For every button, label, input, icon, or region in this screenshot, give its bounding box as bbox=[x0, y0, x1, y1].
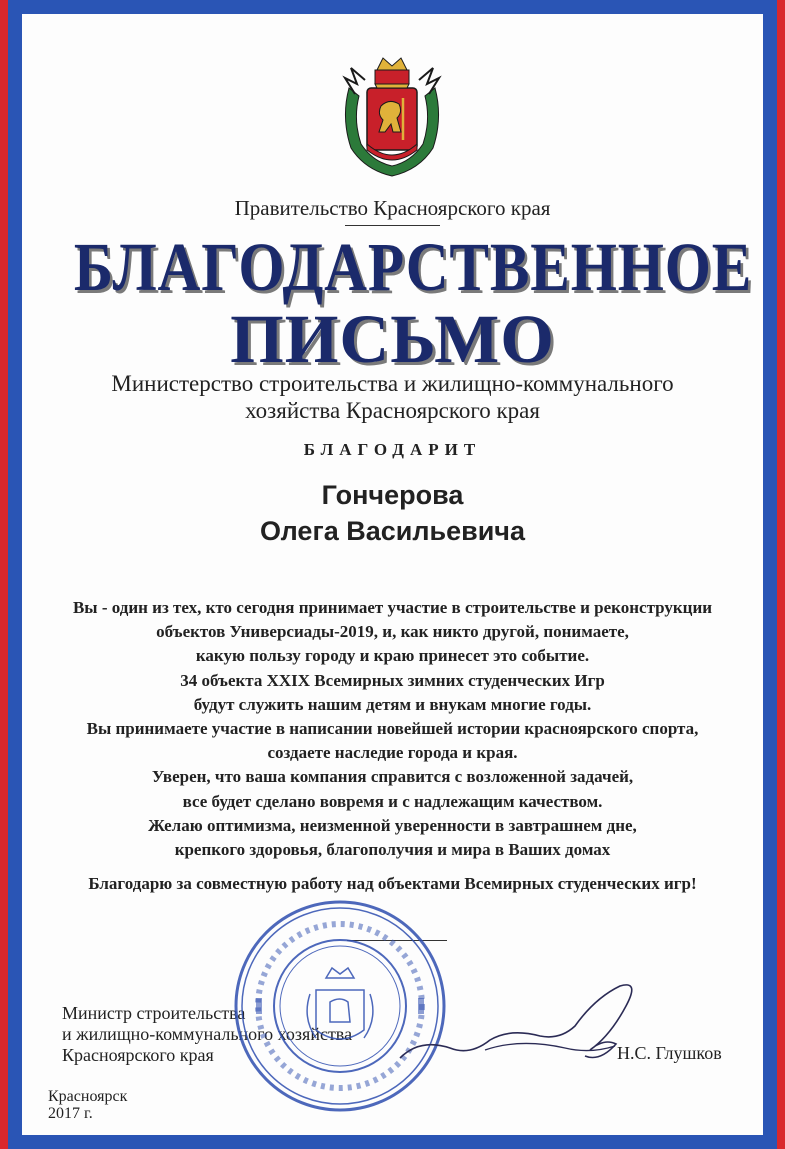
coat-of-arms-icon bbox=[337, 48, 447, 180]
ministry-line: Министерство строительства и жилищно-коммунального bbox=[111, 371, 674, 396]
body-line: Вы - один из тех, кто сегодня принимает участие в строительстве и реконструкции bbox=[72, 598, 713, 617]
body-line: все будет сделано вовремя и с надлежащим качеством. bbox=[182, 791, 603, 811]
recipient-surname: Гончерова bbox=[321, 480, 464, 510]
body-line: Желаю оптимизма, неизменной уверенности в завтрашнем дне, bbox=[148, 815, 637, 835]
body-line: Уверен, что ваша компания справится с возложенной задачей, bbox=[151, 767, 634, 787]
ministry-name bbox=[22, 370, 763, 424]
signer-name: Н.С. Глушков bbox=[617, 1043, 722, 1063]
position-line: Министр строительства bbox=[62, 1003, 246, 1023]
document-title-line1: БЛАГОДАРСТВЕННОЕ bbox=[73, 229, 753, 305]
ministry-line: хозяйства Красноярского края bbox=[245, 398, 540, 423]
place-and-date bbox=[48, 1088, 127, 1122]
thanks-heading: БЛАГОДАРИТ bbox=[303, 440, 482, 459]
position-line: Красноярского края bbox=[62, 1045, 214, 1065]
body-line: 34 объекта XXIX Всемирных зимних студенческих Игр bbox=[180, 670, 605, 690]
position-line: и жилищно-коммунального хозяйства bbox=[62, 1024, 353, 1044]
year: 2017 г. bbox=[48, 1105, 93, 1122]
body-line: создаете наследие города и края. bbox=[267, 743, 518, 763]
divider bbox=[345, 225, 440, 226]
document-title-line2: ПИСЬМО bbox=[230, 301, 555, 377]
government-name: Правительство Красноярского края bbox=[234, 196, 551, 220]
body-line: будут служить нашим детям и внукам многие годы. bbox=[193, 694, 592, 714]
city: Красноярск bbox=[48, 1088, 128, 1105]
recipient-name: Олега Васильевича bbox=[259, 516, 525, 546]
body-line: Вы принимаете участие в написании новейшей истории красноярского спорта, bbox=[86, 719, 699, 739]
body-line: крепкого здоровья, благополучия и мира в Ваших домах bbox=[174, 840, 611, 860]
body-line: объектов Универсиады-2019, и, как никто другой, понимаете, bbox=[156, 622, 629, 642]
letter-body bbox=[22, 596, 763, 862]
body-line: какую пользу городу и краю принесет это событие. bbox=[195, 646, 590, 666]
closing-line: Благодарю за совместную работу над объектами Всемирных студенческих игр! bbox=[88, 874, 697, 893]
